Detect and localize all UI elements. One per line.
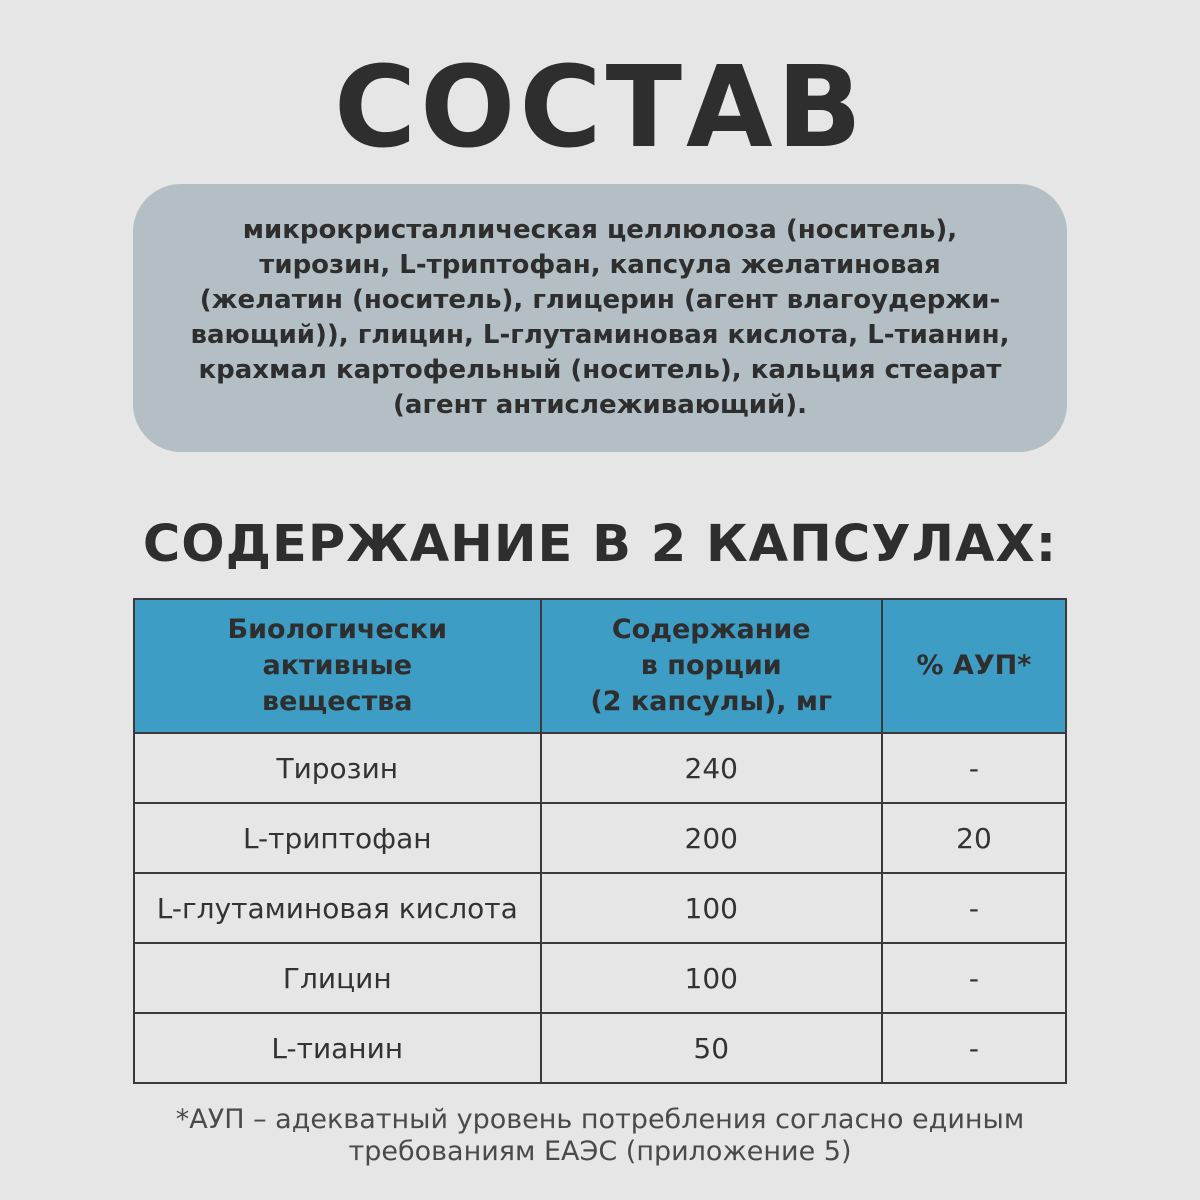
table-row: [134, 803, 1066, 873]
cell-percent: -: [882, 873, 1066, 943]
header-line: Биологически: [227, 614, 448, 645]
cell-percent: -: [882, 1013, 1066, 1083]
header-line: Содержание: [611, 614, 811, 645]
footnote-line: требованиям ЕАЭС (приложение 5): [348, 1136, 852, 1167]
header-line: в порции: [640, 650, 782, 681]
footnote-line: *АУП – адекватный уровень потребления согласно единым: [175, 1104, 1025, 1135]
composition-line: вающий)), глицин, L-глутаминовая кислота, L-тианин,: [190, 320, 1010, 350]
section-heading: СОДЕРЖАНИЕ В 2 КАПСУЛАХ:: [142, 515, 1058, 574]
header-line: % АУП*: [916, 650, 1032, 681]
cell-amount: 100: [541, 873, 882, 943]
cell-percent: -: [882, 733, 1066, 803]
table-header-row: [134, 599, 1066, 733]
footnote: [0, 1104, 1200, 1168]
composition-box: [133, 184, 1067, 452]
cell-amount: 240: [541, 733, 882, 803]
header-line: (2 капсулы), мг: [590, 686, 833, 717]
table-row: [134, 733, 1066, 803]
cell-substance: L-триптофан: [134, 803, 541, 873]
cell-amount: 100: [541, 943, 882, 1013]
content-table: [133, 598, 1067, 1084]
composition-line: тирозин, L-триптофан, капсула желатиновая: [259, 250, 941, 280]
cell-amount: 50: [541, 1013, 882, 1083]
cell-substance: Глицин: [134, 943, 541, 1013]
header-percent: [882, 599, 1066, 733]
header-amount: [541, 599, 882, 733]
cell-substance: Тирозин: [134, 733, 541, 803]
cell-substance: L-тианин: [134, 1013, 541, 1083]
composition-text: [160, 213, 1040, 423]
header-line: активные: [262, 650, 413, 681]
table-row: [134, 943, 1066, 1013]
composition-line: крахмал картофельный (носитель), кальция стеарат: [198, 355, 1002, 385]
page-title: СОСТАВ: [333, 43, 867, 173]
table-row: [134, 873, 1066, 943]
header-substances: [134, 599, 541, 733]
cell-percent: 20: [882, 803, 1066, 873]
cell-substance: L-глутаминовая кислота: [134, 873, 541, 943]
composition-line: микрокристаллическая целлюлоза (носитель),: [242, 215, 958, 245]
table-row: [134, 1013, 1066, 1083]
composition-line: (агент антислеживающий).: [393, 390, 807, 420]
header-line: вещества: [262, 686, 413, 717]
cell-amount: 200: [541, 803, 882, 873]
cell-percent: -: [882, 943, 1066, 1013]
composition-line: (желатин (носитель), глицерин (агент влагоудержи-: [199, 285, 1001, 315]
